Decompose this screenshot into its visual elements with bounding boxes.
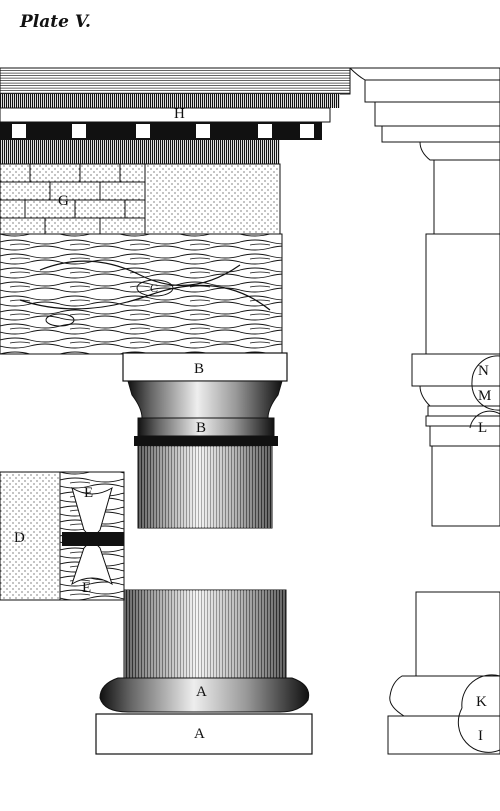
label-E-bottom: E — [82, 580, 92, 596]
label-N: N — [478, 363, 489, 379]
column-shaft-lower — [124, 590, 286, 678]
label-A-base: A — [196, 684, 207, 700]
plate-title: Plate V. — [20, 12, 91, 32]
dentil-band — [0, 122, 322, 164]
label-F: F — [86, 533, 95, 549]
label-D: D — [14, 530, 25, 546]
label-L: L — [478, 420, 488, 436]
label-C: C — [150, 281, 159, 295]
label-H: H — [174, 106, 185, 122]
column-capital — [128, 381, 282, 446]
column-shaft-upper — [138, 446, 272, 528]
timber-beam — [0, 234, 282, 354]
label-A-plinth: A — [194, 726, 205, 742]
label-K: K — [476, 694, 487, 710]
label-I: I — [478, 728, 483, 744]
masonry-wall — [0, 164, 280, 234]
label-B-top: B — [194, 361, 205, 377]
label-E-top: E — [84, 485, 94, 501]
label-B-capital: B — [196, 420, 207, 436]
label-M: M — [478, 388, 492, 404]
abacus-block — [123, 353, 287, 381]
right-column-shaft — [388, 160, 500, 754]
label-G: G — [58, 193, 69, 209]
